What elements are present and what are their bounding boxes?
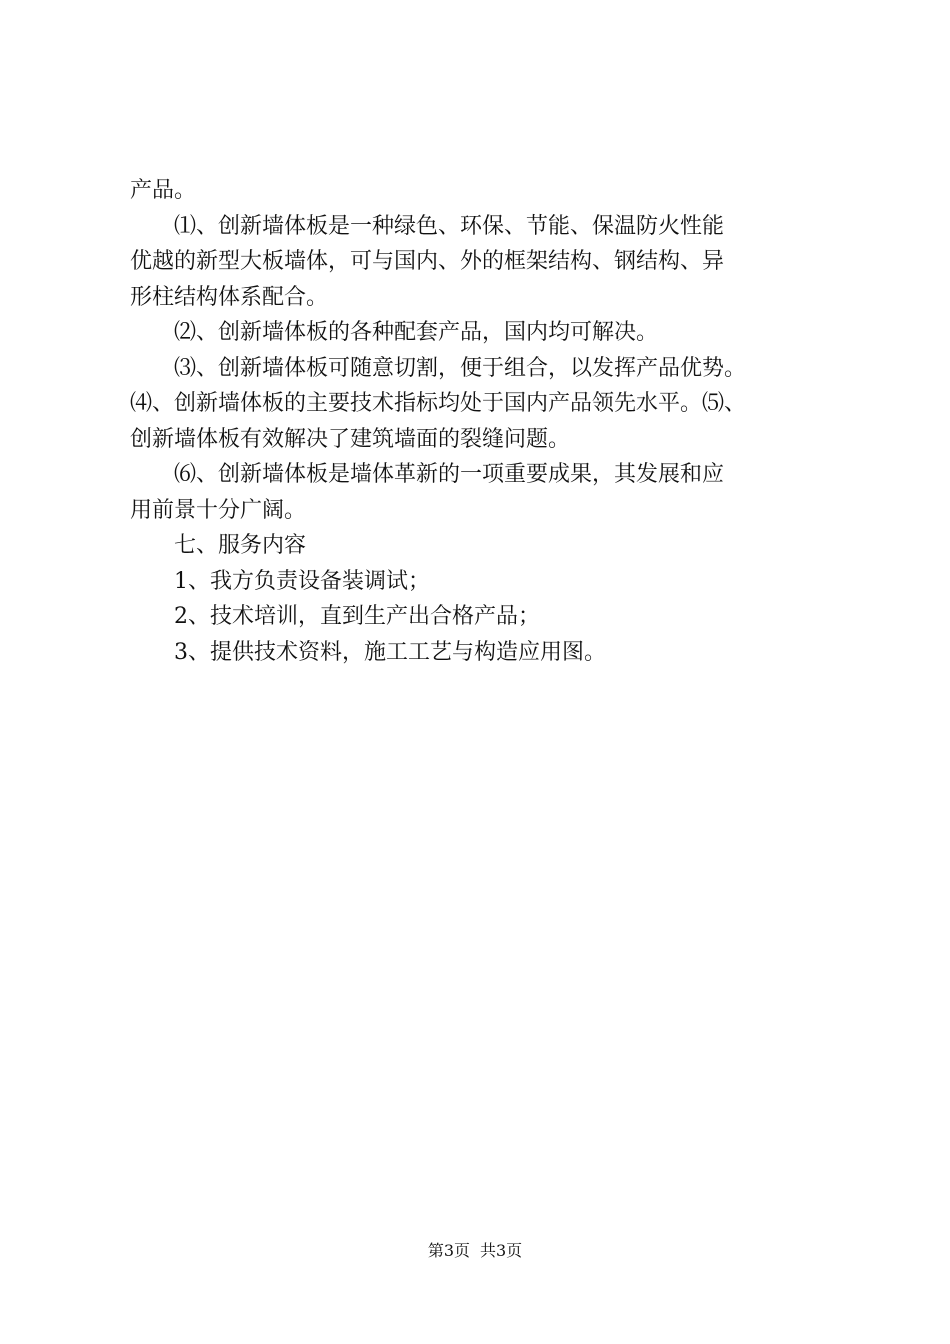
page-number: 第3页 — [427, 1241, 470, 1260]
service-item: 2、技术培训，直到生产出合格产品； — [174, 604, 540, 629]
service-item: 1、我方负责设备装调试； — [174, 568, 430, 594]
service-item: 3、提供技术资料，施工工艺与构造应用图。 — [174, 639, 606, 665]
document-body — [130, 173, 840, 670]
text-line: ⑴、创新墙体板是一种绿色、环保、节能、保温防火性能 — [174, 213, 725, 239]
text-line: 优越的新型大板墙体，可与国内、外的框架结构、钢结构、异 — [130, 249, 725, 274]
text-line: 创新墙体板有效解决了建筑墙面的裂缝问题。 — [130, 426, 571, 452]
page-total: 共3页 — [480, 1241, 523, 1260]
text-line: ⑷、创新墙体板的主要技术指标均处于国内产品领先水平。⑸、 — [130, 391, 747, 416]
text-line: ⑵、创新墙体板的各种配套产品，国内均可解决。 — [174, 320, 659, 345]
text-line: ⑶、创新墙体板可随意切割，便于组合，以发挥产品优势。 — [174, 355, 747, 381]
text-line: 产品。 — [130, 178, 197, 203]
text-line: ⑹、创新墙体板是墙体革新的一项重要成果，其发展和应 — [174, 462, 725, 487]
text-line: 形柱结构体系配合。 — [130, 284, 329, 310]
page-footer — [0, 1240, 950, 1262]
section-heading: 七、服务内容 — [174, 533, 307, 558]
text-line: 用前景十分广阔。 — [130, 497, 307, 523]
